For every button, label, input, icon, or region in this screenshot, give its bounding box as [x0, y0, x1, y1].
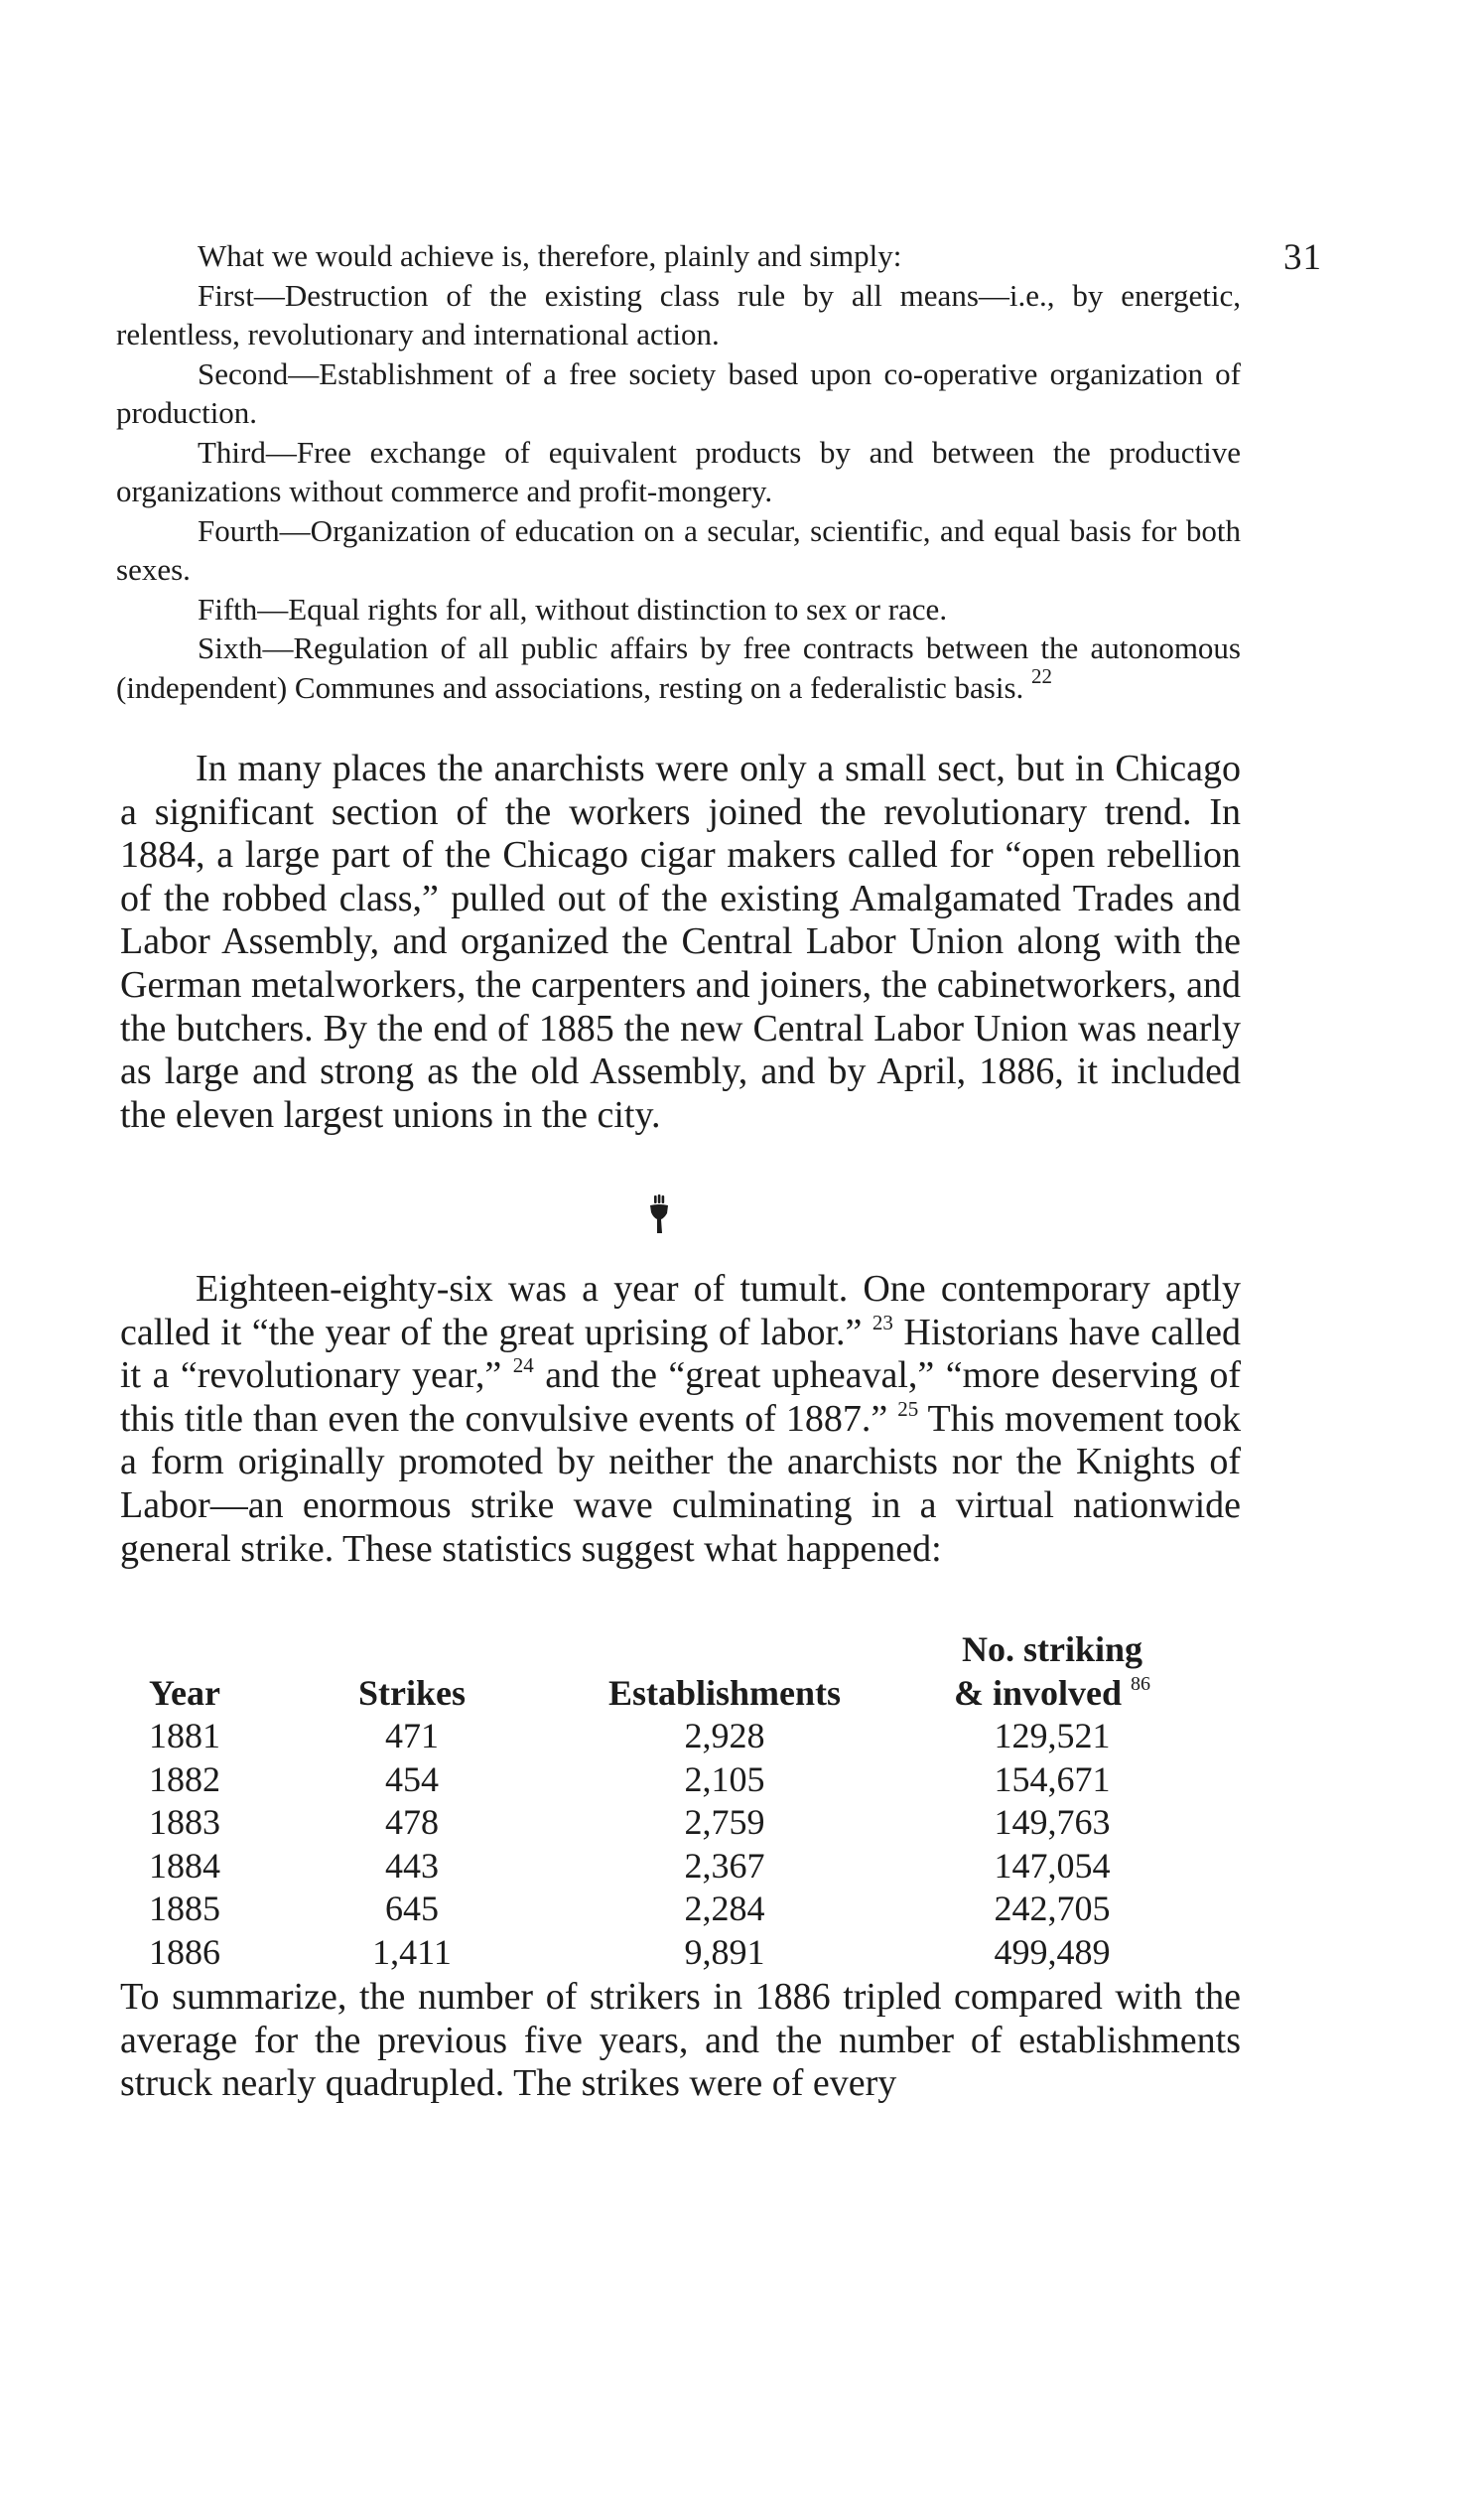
page-number: 31: [1283, 237, 1322, 278]
table-row: [149, 1888, 1201, 1931]
table-row: [149, 1758, 1201, 1802]
quote-item: Second—Establishment of a free society based upon co-operative organization of production.: [116, 355, 1241, 430]
text-run: This movement took a form originally promoted by neither the anarchists nor the Knights of Labor—an enormous strike wave culminating in a virtual nationwide general strike. These statistics suggest what happened:: [120, 1397, 1241, 1570]
table-header-row: [149, 1628, 1201, 1715]
text-run: Eighteen-eighty-six was a year of tumult. One contemporary aptly called it “the year of the great uprising of labor.”: [120, 1268, 1241, 1353]
column-header-striking-line2: [903, 1672, 1201, 1716]
cell-year: 1882: [149, 1758, 220, 1799]
text-run: and the “great upheaval,” “more deserving of this title than even the convulsive events of 1887.”: [120, 1354, 1242, 1440]
cell-establishments: 2,759: [684, 1802, 765, 1842]
cell-strikes: 1,411: [372, 1931, 452, 1972]
quote-item: First—Destruction of the existing class rule by all means—i.e., by energetic, relentless, revolutionary and international action.: [116, 277, 1241, 351]
cell-year: 1883: [149, 1802, 220, 1842]
quote-item-text: Sixth—Regulation of all public affairs by free contracts between the autonomous (independent) Communes and associations, resting on a federalistic basis.: [116, 630, 1241, 705]
column-header-establishments: Establishments: [607, 1672, 842, 1713]
raised-fist-icon: [646, 1194, 672, 1234]
column-header-striking: [903, 1628, 1201, 1715]
cell-striking: 499,489: [994, 1931, 1111, 1972]
cell-establishments: 9,891: [684, 1931, 765, 1972]
cell-strikes: 645: [385, 1889, 439, 1928]
cell-year: 1881: [149, 1716, 220, 1755]
quote-item: Third—Free exchange of equivalent products by and between the productive organizations without commerce and profit-mongery.: [116, 434, 1241, 508]
cell-strikes: 454: [385, 1758, 439, 1799]
cell-strikes: 471: [385, 1716, 439, 1755]
table-row: [149, 1801, 1201, 1845]
quote-item: [116, 629, 1241, 707]
cell-striking: 149,763: [994, 1802, 1111, 1842]
platform-quote: [116, 236, 1241, 707]
quote-item: Fifth—Equal rights for all, without distinction to sex or race.: [198, 591, 948, 627]
footnote-marker: 23: [872, 1310, 893, 1334]
year-1886-paragraph-block: [120, 1268, 1241, 1571]
footnote-marker: 22: [1031, 663, 1053, 688]
table-row: [149, 1931, 1201, 1975]
cell-establishments: 2,928: [684, 1716, 765, 1755]
cell-strikes: 443: [385, 1845, 439, 1886]
column-header-striking-line1: No. striking: [961, 1629, 1143, 1669]
footnote-marker: 24: [512, 1353, 534, 1378]
cell-year: 1884: [149, 1845, 220, 1886]
quote-intro: What we would achieve is, therefore, plainly and simply:: [198, 238, 902, 273]
header-text: & involved: [953, 1672, 1122, 1713]
cell-establishments: 2,105: [684, 1758, 765, 1799]
summary-paragraph-block: [120, 1976, 1241, 2106]
column-header-year: Year: [149, 1672, 220, 1713]
footnote-marker: 86: [1131, 1672, 1150, 1695]
summary-paragraph: To summarize, the number of strikers in 1886 tripled compared with the average for the previous five years, and the number of establishments struck nearly quadrupled. The strikes were of every: [120, 1976, 1241, 2105]
cell-striking: 129,521: [994, 1716, 1111, 1755]
year-1886-paragraph: [120, 1268, 1241, 1571]
column-header-strikes: Strikes: [358, 1672, 466, 1713]
cell-year: 1885: [149, 1889, 220, 1928]
cell-establishments: 2,367: [684, 1845, 765, 1886]
table-row: [149, 1715, 1201, 1758]
footnote-marker: 25: [897, 1396, 919, 1421]
cell-year: 1886: [149, 1931, 220, 1972]
strikes-statistics-table: [149, 1628, 1201, 1974]
cell-strikes: 478: [385, 1802, 439, 1842]
cell-striking: 154,671: [994, 1758, 1111, 1799]
chicago-paragraph-block: [120, 748, 1241, 1137]
quote-item: Fourth—Organization of education on a secular, scientific, and equal basis for both sexes.: [116, 512, 1241, 587]
cell-striking: 147,054: [994, 1845, 1111, 1886]
cell-striking: 242,705: [994, 1889, 1111, 1928]
chicago-paragraph: In many places the anarchists were only a small sect, but in Chicago a significant section of the workers joined the revolutionary trend. In 1884, a large part of the Chicago cigar makers called for “open rebellion of the robbed class,” pulled out of the existing Amalgamated Trades and Labor Assembly, and organized the Central Labor Union along with the German metalworkers, the carpenters and joiners, the cabinetworkers, and the butchers. By the end of 1885 the new Central Labor Union was nearly as large and strong as the old Assembly, and by April, 1886, it included the eleven largest unions in the city.: [120, 748, 1241, 1136]
table-row: [149, 1845, 1201, 1889]
cell-establishments: 2,284: [684, 1889, 765, 1928]
text-run: Historians have called it a “revolutionary year,”: [120, 1311, 1241, 1397]
